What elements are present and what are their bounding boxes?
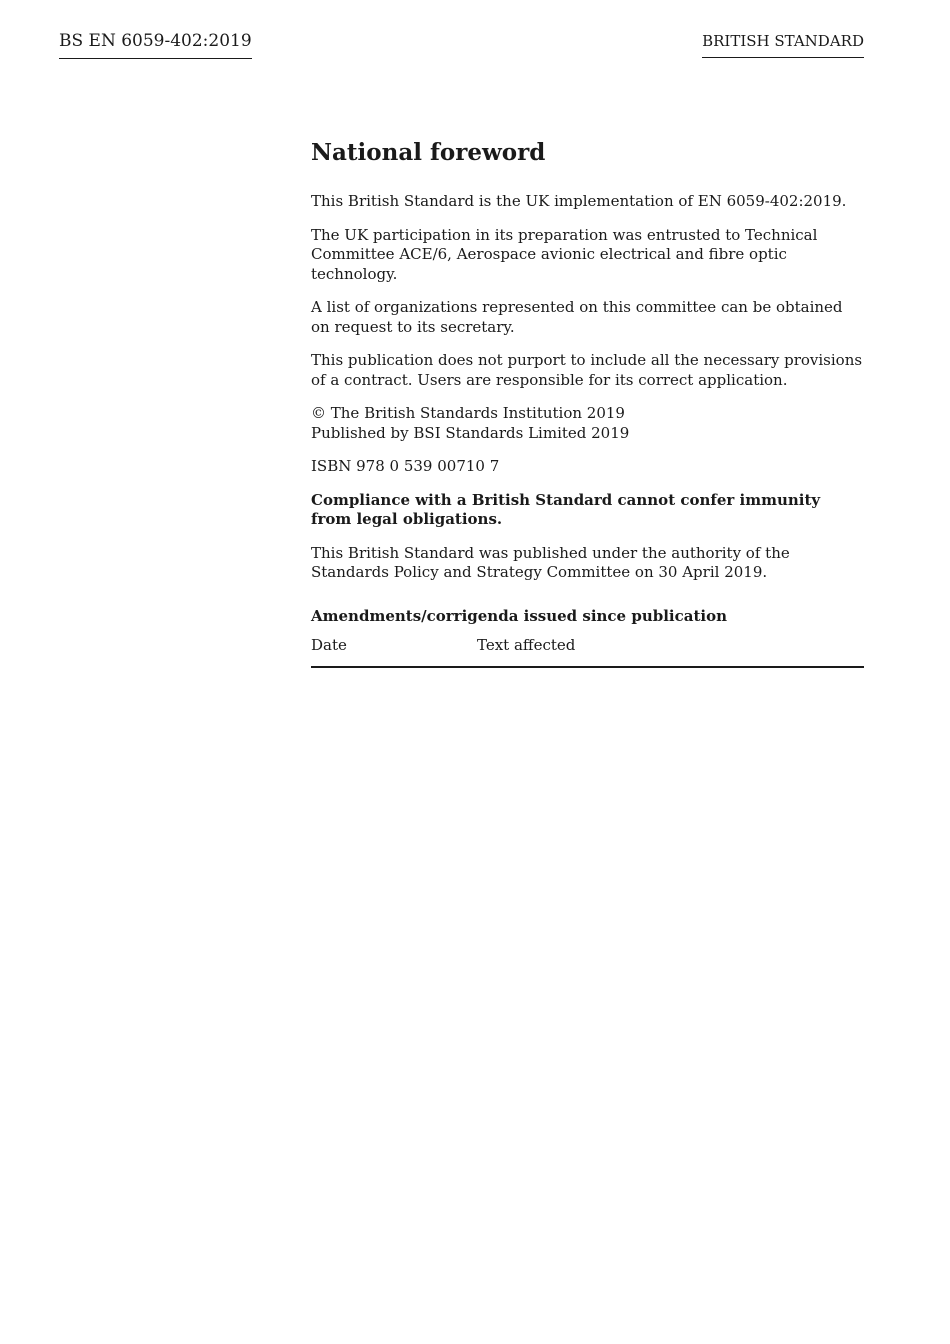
isbn: ISBN 978 0 539 00710 7 xyxy=(311,457,500,475)
copyright-line: © The British Standards Institution 2019 xyxy=(311,404,625,422)
column-header-text-affected: Text affected xyxy=(477,635,864,667)
amendments-heading: Amendments/corrigenda issued since publication xyxy=(311,606,727,625)
national-foreword-section xyxy=(311,138,864,668)
implementation-paragraph: This British Standard is the UK implementation of EN 6059-402:2019. xyxy=(311,192,847,210)
table-header-row xyxy=(311,635,864,667)
column-header-date: Date xyxy=(311,635,477,667)
committee-paragraph: The UK participation in its preparation was entrusted to Technical Committee ACE/6, Aerospace avionic electrical and fibre optic technology. xyxy=(311,225,818,283)
page-title: National foreword xyxy=(311,139,546,166)
provisions-paragraph: This publication does not purport to include all the necessary provisions of a contract. Users are responsible for its correct application. xyxy=(311,351,863,389)
organizations-paragraph: A list of organizations represented on this committee can be obtained on request to its secretary. xyxy=(311,298,843,336)
series-label: BRITISH STANDARD xyxy=(702,31,864,58)
compliance-notice: Compliance with a British Standard cannot confer immunity from legal obligations. xyxy=(311,490,821,528)
publisher-line: Published by BSI Standards Limited 2019 xyxy=(311,423,630,442)
authority-paragraph: This British Standard was published under the authority of the Standards Policy and Strategy Committee on 30 April 2019. xyxy=(311,543,790,581)
copyright-block xyxy=(311,404,864,443)
amendments-table xyxy=(311,635,864,668)
document-number: BS EN 6059-402:2019 xyxy=(59,30,252,59)
